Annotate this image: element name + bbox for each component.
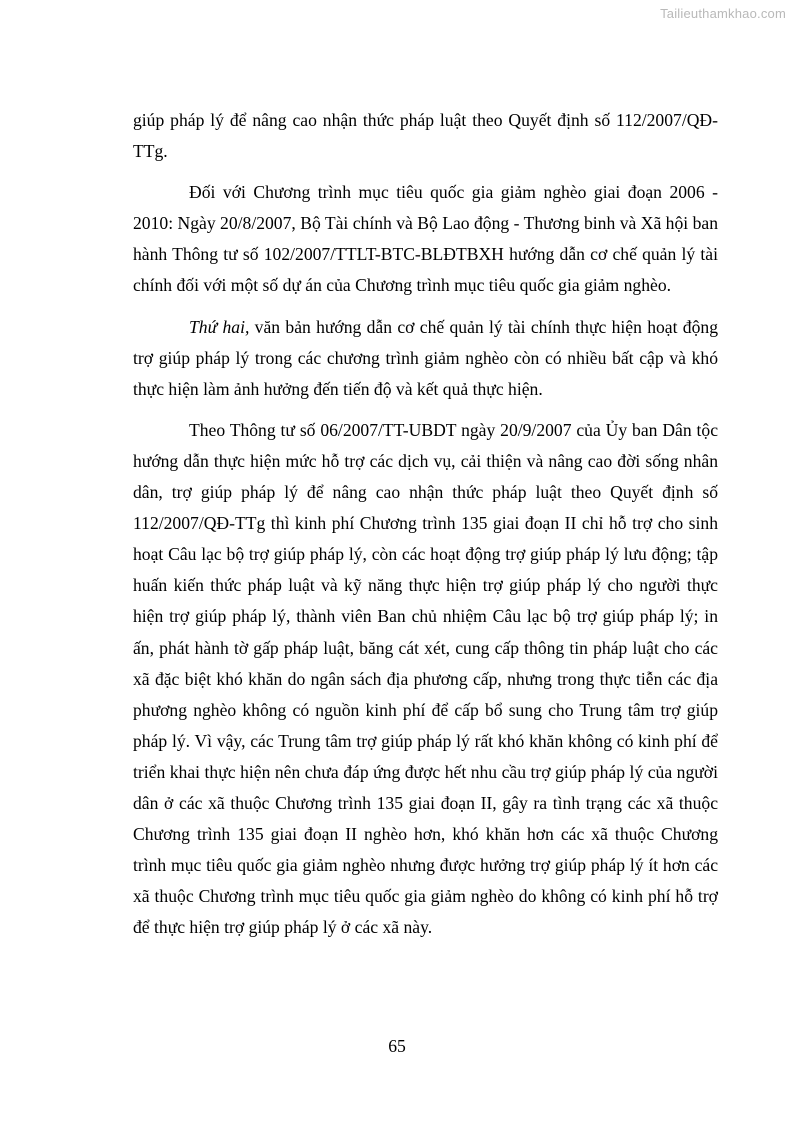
paragraph-circular-details: Theo Thông tư số 06/2007/TT-UBDT ngày 20/9/2007 của Ủy ban Dân tộc hướng dẫn thực hiện mức hỗ trợ các dịch vụ, cải thiện và nâng cao đời sống nhân dân, trợ giúp pháp lý để nâng cao nhận thức pháp luật theo Quyết định số 112/2007/QĐ-TTg thì kinh phí Chương trình 135 giai đoạn II chỉ hỗ trợ cho sinh hoạt Câu lạc bộ trợ giúp pháp lý, còn các hoạt động trợ giúp pháp lý lưu động; tập huấn kiến thức pháp luật và kỹ năng thực hiện trợ giúp pháp lý cho người thực hiện trợ giúp pháp lý, thành viên Ban chủ nhiệm Câu lạc bộ trợ giúp pháp lý; in ấn, phát hành tờ gấp pháp luật, băng cát xét, cung cấp thông tin pháp luật cho các xã đặc biệt khó khăn do ngân sách địa phương cấp, nhưng trong thực tiễn các địa phương nghèo không có nguồn kinh phí để cấp bổ sung cho Trung tâm trợ giúp pháp lý. Vì vậy, các Trung tâm trợ giúp pháp lý rất khó khăn không có kinh phí để triển khai thực hiện nên chưa đáp ứng được hết nhu cầu trợ giúp pháp lý của người dân ở các xã thuộc Chương trình 135 giai đoạn II, gây ra tình trạng các xã thuộc Chương trình 135 giai đoạn II nghèo hơn, khó khăn hơn các xã thuộc Chương trình mục tiêu quốc gia giảm nghèo nhưng được hưởng trợ giúp pháp lý ít hơn các xã thuộc Chương trình mục tiêu quốc gia giảm nghèo do không có kinh phí hỗ trợ để thực hiện trợ giúp pháp lý ở các xã này. xyxy=(133,419,718,938)
paragraph-program-poverty: Đối với Chương trình mục tiêu quốc gia giảm nghèo giai đoạn 2006 - 2010: Ngày 20/8/2007, Bộ Tài chính và Bộ Lao động - Thương binh và Xã hội ban hành Thông tư số 102/2007/TTLT-BTC-BLĐTBXH hướng dẫn cơ chế quản lý tài chính đối với một số dự án của Chương trình mục tiêu quốc gia giảm nghèo. xyxy=(133,182,718,296)
document-body xyxy=(133,105,718,953)
paragraph-second-point xyxy=(133,312,718,405)
page-number: 65 xyxy=(388,1036,406,1056)
paragraph-lead-italic: Thứ hai, xyxy=(189,316,250,337)
paragraph-second-point-text: văn bản hướng dẫn cơ chế quản lý tài chính thực hiện hoạt động trợ giúp pháp lý trong các chương trình giảm nghèo còn có nhiều bất cập và khó thực hiện làm ảnh hưởng đến tiến độ và kết quả thực hiện. xyxy=(133,316,718,399)
watermark-text: Tailieuthamkhao.com xyxy=(660,6,786,21)
paragraph-continuation: giúp pháp lý để nâng cao nhận thức pháp luật theo Quyết định số 112/2007/QĐ-TTg. xyxy=(133,110,718,162)
